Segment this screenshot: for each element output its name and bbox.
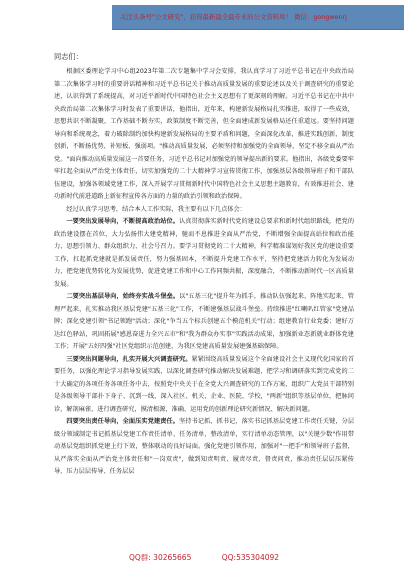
section-heading: 一要突出发展导向，不断提高政治站位。	[66, 218, 179, 225]
salutation: 同志们：	[54, 52, 83, 61]
section-text: 坚持书记抓、抓书记，落实书记抓基层党建工作责任关键，分层级分领域制定书记抓基层党建工作责任清单、任务清单、整改清单，实行清单动态管理，以"关键少数"作用带动基层党组织抓党建上行下效，整体联动的良好局面。强化党建引领作用，加强对"一把手"和领导班子监督，从严落实全面从严治党主体责任和"一岗双责"，做到知责明责、履责尽责、督责问责，推动责任层层压紧传导、压力层层传导、任务层层	[54, 418, 354, 475]
paragraph-intro: 根据区委理论学习中心组2023年第二次专题集中学习会安排，我认真学习了习近平总书记在中央政治局第二次集体学习时的重要讲话精神和习近平总书记关于推动高质量发展的重要论述以及关于调查研究的重要论述，认识得到了系统提高，对习近平新时代中国特色社会主义思想有了更深刻的理解。习近平总书记在中共中央政治局第二次集体学习时发表了重要讲话，他指出，近年来，构建新发展格局扎实推进，取得了一些成效，思想共识不断凝聚，工作基础不断夯实，政策制度不断完善，但全面建成新发展格局还任重道远。要坚持问题导向和系统观念，着力破除制约加快构建新发展格局的主要矛盾和问题，全面深化改革，推进实践创新、制度创新，不断扬优势、补短板、强弱项。"推动高质量发展，必须坚持和加强党的全面领导，坚定不移全面从严治党。"面向推动高质量发展这一首要任务，习近平总书记对加强党的领导提出新的要求。他指出，各级党委要牢牢扛起全面从严治党主体责任，切实加强党的二十大精神学习宣传贯彻工作，加强基层各级领导班子和干部队伍建设，加强各领域党建工作，深入开展学习贯彻新时代中国特色社会主义思想主题教育，有效推进社会、建功新时代前进道路上新征程宣传各方面的力量的政治引领和政治保障。	[54, 68, 354, 200]
qq-group-text: QQ群: 30265665	[128, 553, 192, 562]
section-2	[54, 291, 354, 354]
footer-contact	[0, 552, 408, 564]
paragraph-transition: 经过认真学习思考，结合本人工作实际，我主要有以下几点体会：	[66, 205, 246, 213]
section-heading: 二要突出基层导向，始终夯实战斗堡垒。	[66, 293, 180, 300]
section-3	[54, 354, 354, 417]
qq-text: QQ:535304092	[221, 553, 280, 562]
section-1	[54, 216, 354, 291]
section-4	[54, 416, 354, 479]
section-heading: 三要突出问题导向，扎实开展大兴调查研究。	[66, 355, 192, 363]
section-text: 紧紧围绕高质量发展这个全面建设社会主义现代化国家的首要任务，以强化理论学习指导发展实践，以深化调查研究推动解决发展难题，把学习和调研落实到完成党的二十大确定的各项任务各项任务中去，按照党中央关于在全党大兴调查研究的工作方案，组织广大党员干部特别是各级领导干部扑下身子、沉到一线，深入社区、机关、企业、医院、学校，"两新"组织等基层单位，把脉问诊，解剖麻雀，进行调查研究，摸清根源，准确、运用党的创新理论研究新情况、解决新问题。	[54, 355, 354, 413]
banner-text: 关注头条号"公文研究"，获得最新最全最专业的公文资料库！ 微信：gongwenrj	[120, 13, 347, 21]
section-heading: 四要突出责任导向，全面压实党建责任。	[66, 418, 179, 425]
section-text: 认真贯彻落实新时代党的建设总要求和新时代组织路线，把党的政治建设摆在首位，大力弘扬伟大建党精神，驰而不息推进全面从严治党，不断增强全面提高站位和政治能力，思想引领力、群众组织力、社会号召力。要学习贯彻党的二十大精神，科学精准谋划好我区党的建设重要工作，扛起抓党建就是抓发展责任，努力强基固本，不断提升党建工作水平，坚持把党建活力转化为发展动力，把党建优势转化为发展优势，促进党建工作和中心工作同频共振，深度融合，不断推动新时代一区高质量发展。	[54, 218, 354, 288]
header-banner	[112, 5, 404, 30]
document-body	[54, 66, 354, 542]
section-text: 以"五基三化"提升年为抓手，推动队伍强起来、阵地实起来、管理严起来，扎实推动我区基层党建"五基三化"工作，不断建强基层战斗堡垒。持续推进"红喇叭红管家"党建品牌；深化党建引领"书记领跑"活动；深化"争当五个标兵创建五个模范机关"行动；组建教育行业党委；建好万达红色驿站，巩固拓展"感恩奋进力全兴五市"和"我为群众办实事"实践活动成果，加强新业态新就业群体党建工作；开展"五好四强"社区党组织示范创建，为我区党建高质量发展建强基础保障。	[54, 293, 354, 350]
